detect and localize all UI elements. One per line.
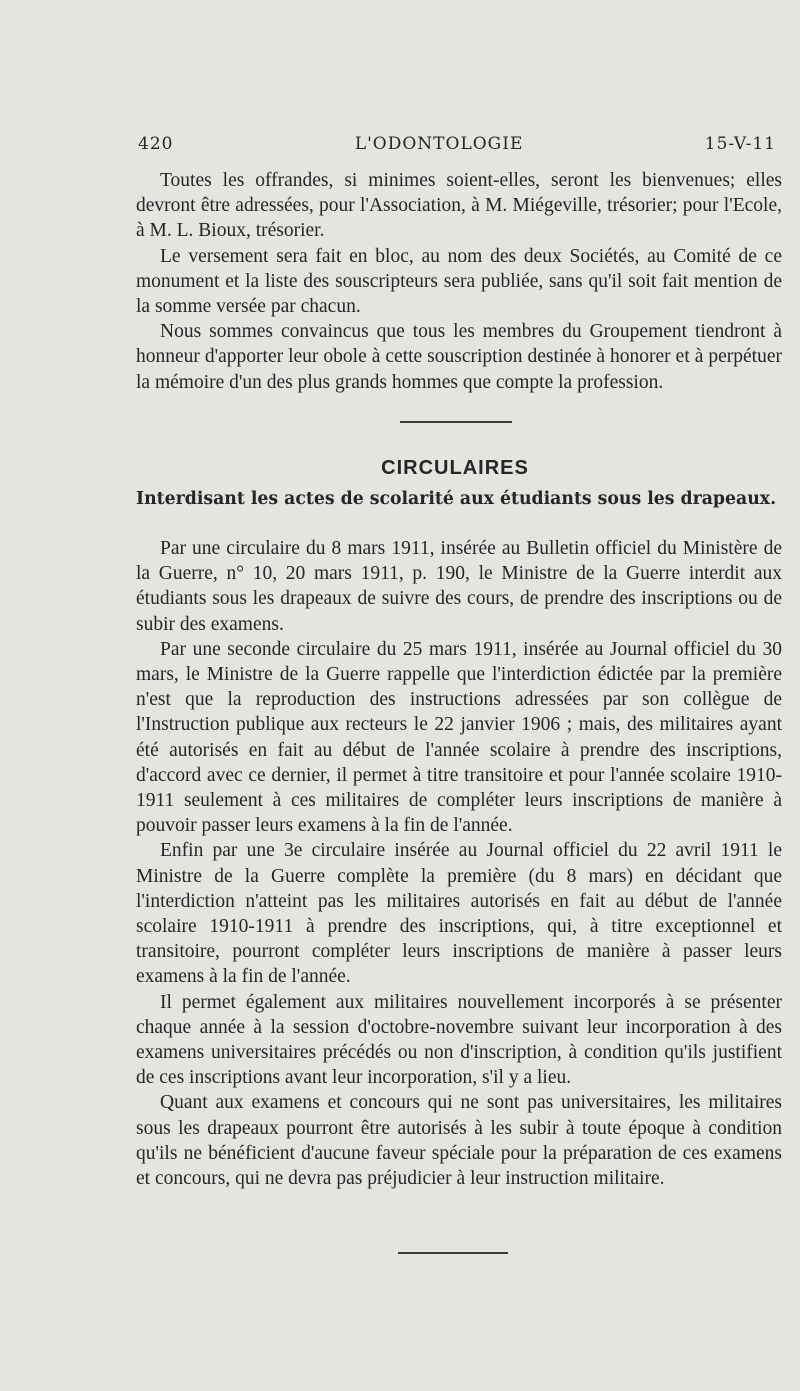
paragraph: Nous sommes convaincus que tous les membres du Groupement tiendront à honneur d'apporter leur obole à cette souscription destinée à honorer et à perpétuer la mémoire d'un des plus grands hommes que compte la profession. xyxy=(136,321,782,393)
intro-text xyxy=(136,168,782,395)
paragraph: Toutes les offrandes, si minimes soient-elles, seront les bienvenues; elles devront être adressées, pour l'Association, à M. Miégeville, trésorier; pour l'Ecole, à M. L. Bioux, trésorier. xyxy=(136,170,782,242)
paragraph: Enfin par une 3e circulaire insérée au Journal officiel du 22 avril 1911 le Ministre de la Guerre complète la première (du 8 mars) en décidant que l'interdiction n'atteint pas les militaires autorisés en fait au début de l'année scolaire 1910-1911 à prendre des inscriptions, qui, à titre exceptionnel et transitoire, pourront compléter leurs inscriptions de manière à passer leurs examens à la fin de l'année. xyxy=(136,840,782,988)
page-number: 420 xyxy=(138,134,174,154)
circular-text xyxy=(136,536,782,1191)
separator-rule xyxy=(400,421,512,423)
paragraph: Il permet également aux militaires nouvellement incorporés à se présenter chaque année à la session d'octobre-novembre suivant leur incorporation à des examens universitaires précédés ou non d'inscription, à condition qu'ils justifient de ces inscriptions avant leur incorporation, s'il y a lieu. xyxy=(136,991,782,1089)
paragraph: Par une circulaire du 8 mars 1911, insérée au Bulletin officiel du Ministère de la Guerre, n° 10, 20 mars 1911, p. 190, le Ministre de la Guerre interdit aux étudiants sous les drapeaux de suivre des cours, de prendre des inscriptions ou de subir des examens. xyxy=(136,538,782,635)
section-subtitle: Interdisant les actes de scolarité aux étudiants sous les drapeaux. xyxy=(136,489,777,509)
paragraph: Le versement sera fait en bloc, au nom des deux Sociétés, au Comité de ce monument et la liste des souscripteurs sera publiée, sans qu'il soit fait mention de la somme versée par chacun. xyxy=(136,245,782,318)
issue-date: 15-V-11 xyxy=(704,134,776,154)
paragraph: Par une seconde circulaire du 25 mars 1911, insérée au Journal officiel du 30 mars, le Ministre de la Guerre rappelle que l'interdiction édictée par la première n'est que la reproduction des instructions adressées par son collègue de l'Instruction publique aux recteurs le 22 janvier 1906 ; mais, des militaires ayant été autorisés en fait au début de l'année scolaire à prendre des inscriptions, d'accord avec ce dernier, il permet à titre transitoire et pour l'année scolaire 1910-1911 seulement à ces militaires de compléter leurs inscriptions de manière à pouvoir passer leurs examens à la fin de l'année. xyxy=(136,638,782,837)
end-rule xyxy=(398,1252,508,1254)
paragraph: Quant aux examens et concours qui ne sont pas universitaires, les militaires sous les drapeaux pourront être autorisés à les subir à toute époque à condition qu'ils ne bénéficient d'aucune faveur spéciale pour la préparation de ces examens et concours, qui ne devra pas préjudicier à leur instruction militaire. xyxy=(136,1092,782,1190)
section-title: CIRCULAIRES xyxy=(381,457,529,479)
journal-title: L'ODONTOLOGIE xyxy=(354,134,524,154)
running-header xyxy=(138,134,776,154)
